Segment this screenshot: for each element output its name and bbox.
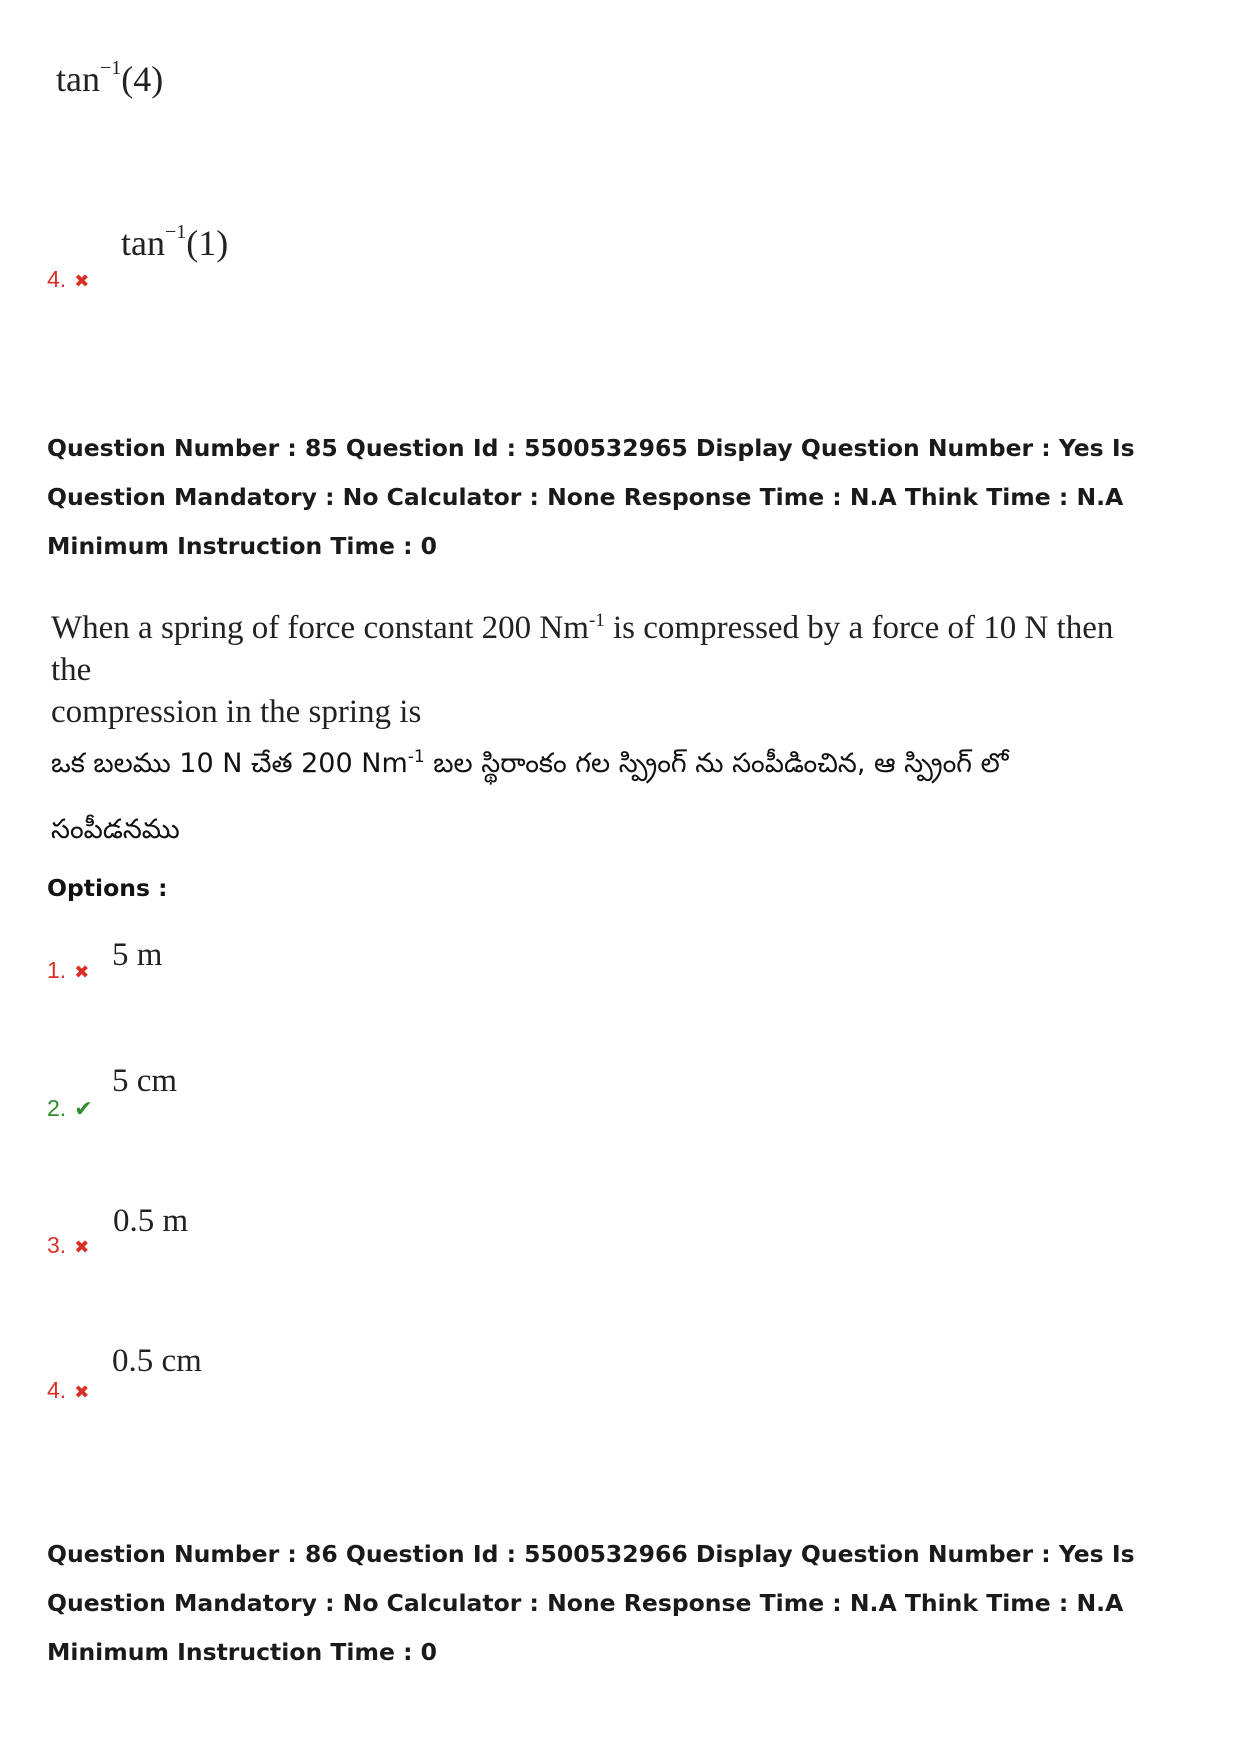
english-line-1 [51, 600, 1151, 691]
prev-option-4 [47, 266, 89, 293]
math-base: tan [56, 59, 100, 99]
question-86-meta: Question Number : 86 Question Id : 5500532966 Display Question Number : Yes Is Question Mandatory : No Calculator : None Response Time : N.A Think Time : N.A Minimum Instruction Time : 0 [47, 1540, 1135, 1666]
question-85-meta: Question Number : 85 Question Id : 5500532965 Display Question Number : Yes Is Question Mandatory : No Calculator : None Response Time : N.A Think Time : N.A Minimum Instruction Time : 0 [47, 434, 1135, 560]
option-1-value: 5 m [112, 937, 163, 973]
text: బల స్థిరాంకం గల స్ప్రింగ్ ను సంపీడించిన, ఆ స్ప్రింగ్ లో [424, 748, 1009, 779]
options-label: Options : [47, 874, 168, 902]
math-sup: −1 [99, 57, 122, 79]
option-number: 4. [47, 1377, 67, 1403]
option-1-marker [47, 957, 89, 984]
option-2-marker [47, 1095, 93, 1122]
wrong-mark-icon: ✖ [74, 962, 90, 983]
superscript: -1 [407, 747, 425, 767]
option-3-marker [47, 1232, 89, 1259]
telugu-line-1 [51, 735, 1171, 786]
option-4-marker [47, 1377, 89, 1404]
math-arg: (1) [186, 223, 229, 263]
option-number: 2. [47, 1095, 67, 1121]
option-number: 1. [47, 957, 67, 983]
option-2-value: 5 cm [112, 1063, 178, 1099]
wrong-mark-icon: ✖ [74, 271, 90, 292]
option-number: 3. [47, 1232, 67, 1258]
math-sup: −1 [164, 221, 187, 243]
text: is compressed by a force of 10 N then the [51, 610, 1114, 688]
prev-option-3-value [56, 58, 163, 100]
math-arg: (4) [121, 59, 164, 99]
superscript: -1 [588, 610, 605, 631]
telugu-line-2: సంపీడనము [51, 814, 180, 845]
text: ఒక బలము 10 N చేత 200 Nm [51, 748, 408, 779]
option-3-value: 0.5 m [113, 1203, 189, 1239]
english-line-2: compression in the spring is [51, 694, 422, 730]
wrong-mark-icon: ✖ [74, 1382, 90, 1403]
text: When a spring of force constant 200 Nm [51, 610, 589, 646]
question-85-english [51, 600, 1151, 733]
math-base: tan [121, 223, 165, 263]
question-85-telugu [51, 735, 1171, 852]
wrong-mark-icon: ✖ [74, 1237, 90, 1258]
option-number: 4. [47, 266, 67, 292]
prev-option-4-value [121, 222, 228, 264]
correct-check-icon: ✔ [74, 1097, 93, 1122]
option-4-value: 0.5 cm [112, 1343, 202, 1379]
